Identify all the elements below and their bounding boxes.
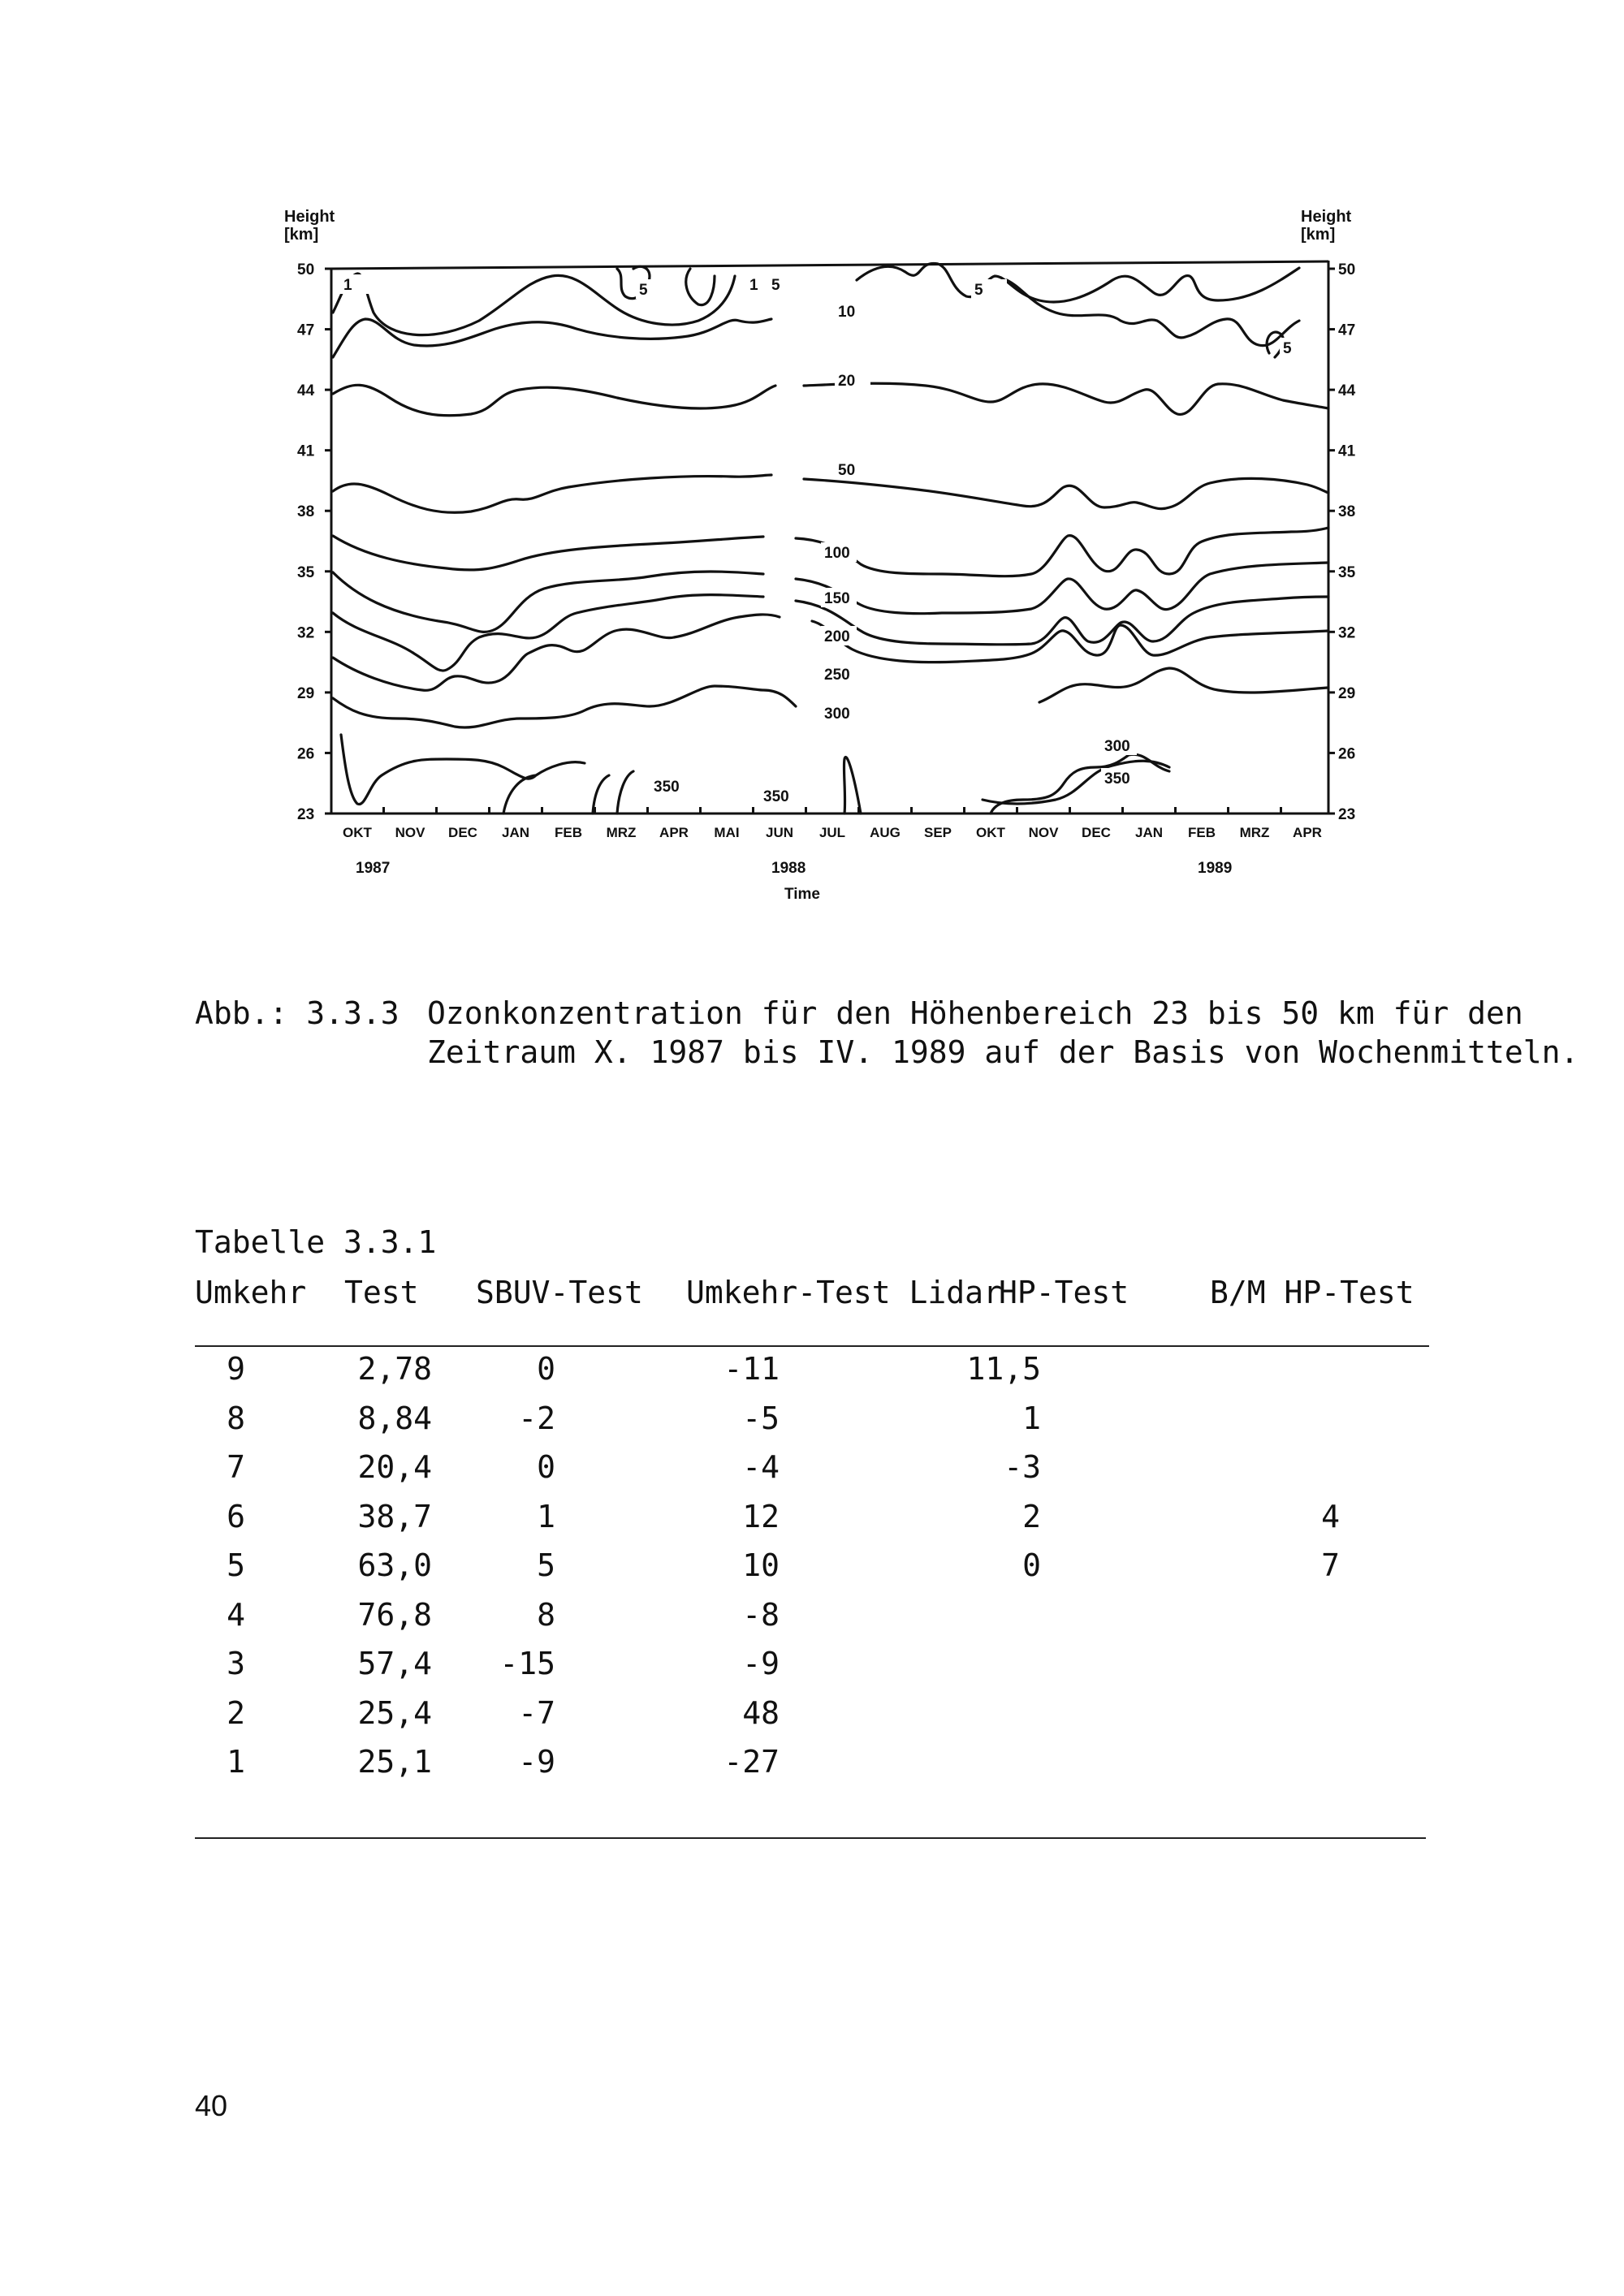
table-top-rule	[195, 1345, 1429, 1347]
table-cell: 20,4	[357, 1449, 432, 1485]
table-cell: 12	[742, 1498, 780, 1534]
top-border	[331, 261, 1328, 269]
table-cell: 11,5	[966, 1351, 1041, 1387]
table-cell: 57,4	[357, 1646, 432, 1681]
contour-label: 200	[824, 628, 850, 645]
table-bottom-rule	[195, 1837, 1426, 1839]
table-cell: 3	[227, 1646, 245, 1681]
header-test: Test	[344, 1275, 419, 1310]
header-umkehr-test-lidar: Umkehr-Test Lidar	[686, 1275, 1002, 1310]
y-tick-label-left: 47	[297, 322, 315, 339]
y-tick-label-right: 32	[1338, 624, 1356, 642]
contour-label: 50	[838, 462, 856, 479]
contour-label: 10	[838, 304, 856, 321]
header-bm-hp-test: B/M HP-Test	[1210, 1275, 1415, 1310]
y-tick-label-left: 50	[297, 261, 315, 278]
table-cell: 0	[537, 1449, 555, 1485]
month-label: JAN	[1134, 825, 1164, 840]
table-cell: -2	[518, 1400, 555, 1436]
header-umkehr: Umkehr	[195, 1275, 307, 1310]
month-label: NOV	[1028, 825, 1059, 840]
table-cell: 38,7	[357, 1498, 432, 1534]
y-tick-label-right: 29	[1338, 684, 1356, 702]
table-cell: 4	[227, 1596, 245, 1633]
y-tick-label-right: 35	[1338, 563, 1356, 581]
y-tick-label-right: 50	[1338, 261, 1356, 278]
contour-label: 5	[974, 282, 983, 299]
table-cell: -9	[518, 1744, 555, 1780]
table-cell: 2,78	[357, 1351, 432, 1387]
contour-label: 150	[824, 590, 850, 607]
y-tick-label-left: 38	[297, 503, 315, 521]
contour-label: 100	[824, 545, 850, 562]
contour-label: 250	[824, 667, 850, 684]
contour-label: 1	[749, 277, 758, 294]
table-cell: 2	[227, 1694, 245, 1731]
y-tick-label-right: 26	[1338, 745, 1356, 763]
table-cell: 8	[537, 1596, 555, 1633]
table-cell: -15	[499, 1646, 555, 1681]
contour-labels	[340, 274, 1315, 805]
table-cell: 0	[1022, 1547, 1041, 1583]
month-label: SEP	[923, 825, 952, 840]
month-label: MRZ	[606, 825, 637, 840]
table-cell: 6	[227, 1498, 245, 1534]
header-sbuv-test: SBUV-Test	[476, 1275, 643, 1310]
year-label-1987: 1987	[356, 860, 391, 877]
table-cell: 25,1	[357, 1744, 432, 1780]
contour-line-20	[333, 383, 1328, 416]
y-tick-label-right: 23	[1338, 806, 1356, 823]
month-label: JUN	[765, 825, 794, 840]
table-cell: -27	[723, 1744, 780, 1780]
contour-line-1	[333, 263, 1299, 334]
y-tick-label-left: 29	[297, 684, 315, 702]
y-tick-label-right: 38	[1338, 503, 1356, 521]
header-hp-test: HP-Test	[999, 1275, 1129, 1310]
contour-label: 20	[838, 373, 856, 390]
contour-label: 350	[763, 788, 789, 805]
table-cell: -8	[742, 1596, 780, 1633]
caption-line-1: Ozonkonzentration für den Höhenbereich 23 bis 50 km für den	[427, 995, 1523, 1031]
contour-line-350-b	[983, 761, 1169, 804]
y-tick-label-right: 41	[1338, 442, 1356, 460]
year-label-1988: 1988	[771, 860, 806, 877]
month-label: AUG	[870, 825, 901, 840]
x-axis-title: Time	[784, 886, 821, 903]
contour-label: 300	[1104, 738, 1130, 755]
y-tick-label-left: 32	[297, 624, 315, 642]
month-label: FEB	[1188, 825, 1216, 840]
y-tick-label-left: 35	[297, 563, 315, 581]
table-cell: -3	[1004, 1449, 1041, 1485]
contour-label: 5	[1283, 340, 1292, 357]
contour-lines	[333, 263, 1328, 814]
table-cell: 63,0	[357, 1547, 432, 1583]
table-cell: 1	[227, 1744, 245, 1780]
y-tick-label-right: 47	[1338, 322, 1356, 339]
contour-line-50	[333, 475, 1328, 512]
month-label: DEC	[448, 825, 477, 840]
table-cell: 8	[227, 1400, 245, 1436]
table-cell: -7	[518, 1694, 555, 1731]
contour-label: 5	[639, 282, 648, 299]
table-cell: 76,8	[357, 1596, 432, 1633]
month-label: MAI	[714, 825, 740, 840]
table-cell: 5	[537, 1547, 555, 1583]
table-cell: 1	[537, 1498, 555, 1534]
table-cell: 10	[742, 1547, 780, 1583]
table-cell: 5	[227, 1547, 245, 1583]
ozone-contour-figure	[276, 199, 1405, 913]
contour-label: 1	[343, 277, 352, 294]
table-cell: 0	[537, 1351, 555, 1387]
table-title: Tabelle 3.3.1	[195, 1224, 437, 1260]
left-axis-title-line2: [km]	[284, 226, 319, 244]
month-labels	[343, 825, 1322, 840]
table-cell: 2	[1022, 1498, 1041, 1534]
y-tick-label-right: 44	[1338, 382, 1356, 400]
month-label: JUL	[818, 825, 846, 840]
month-label: FEB	[555, 825, 582, 840]
caption-label: Abb.: 3.3.3	[195, 995, 400, 1031]
contour-label: 350	[1104, 770, 1130, 788]
month-label: MRZ	[1239, 825, 1270, 840]
table-cell: -9	[742, 1646, 780, 1681]
table-cell: 48	[742, 1694, 780, 1731]
left-axis-title-line1: Height	[284, 208, 335, 226]
year-label-1989: 1989	[1198, 860, 1233, 877]
y-tick-label-left: 44	[297, 382, 315, 400]
y-tick-label-left: 23	[297, 806, 315, 823]
month-label: OKT	[976, 825, 1005, 840]
y-tick-label-left: 41	[297, 442, 315, 460]
y-tick-label-left: 26	[297, 745, 315, 763]
table-cell: 8,84	[357, 1400, 432, 1436]
month-label: DEC	[1082, 825, 1111, 840]
page-number: 40	[195, 2089, 228, 2122]
month-label: OKT	[343, 825, 372, 840]
month-label: JAN	[501, 825, 530, 840]
table-cell: 7	[1321, 1547, 1340, 1583]
caption-line-2: Zeitraum X. 1987 bis IV. 1989 auf der Basis von Wochenmitteln.	[427, 1034, 1579, 1070]
month-label: NOV	[395, 825, 425, 840]
month-label: APR	[1293, 825, 1322, 840]
contour-label: 5	[771, 277, 780, 294]
contour-chart-svg	[276, 199, 1405, 913]
month-label: APR	[659, 825, 689, 840]
table-cell: -11	[723, 1351, 780, 1387]
table-cell: 1	[1022, 1400, 1041, 1436]
table-cell: -4	[742, 1449, 780, 1485]
table-cell: 4	[1321, 1498, 1340, 1534]
right-axis-title-line2: [km]	[1301, 226, 1336, 244]
table-cell: 9	[227, 1351, 245, 1387]
right-axis-title-line1: Height	[1301, 208, 1352, 226]
contour-label: 350	[654, 779, 680, 796]
table-cell: 25,4	[357, 1694, 432, 1731]
contour-label: 300	[824, 706, 850, 723]
table-cell: -5	[742, 1400, 780, 1436]
table-cell: 7	[227, 1449, 245, 1485]
